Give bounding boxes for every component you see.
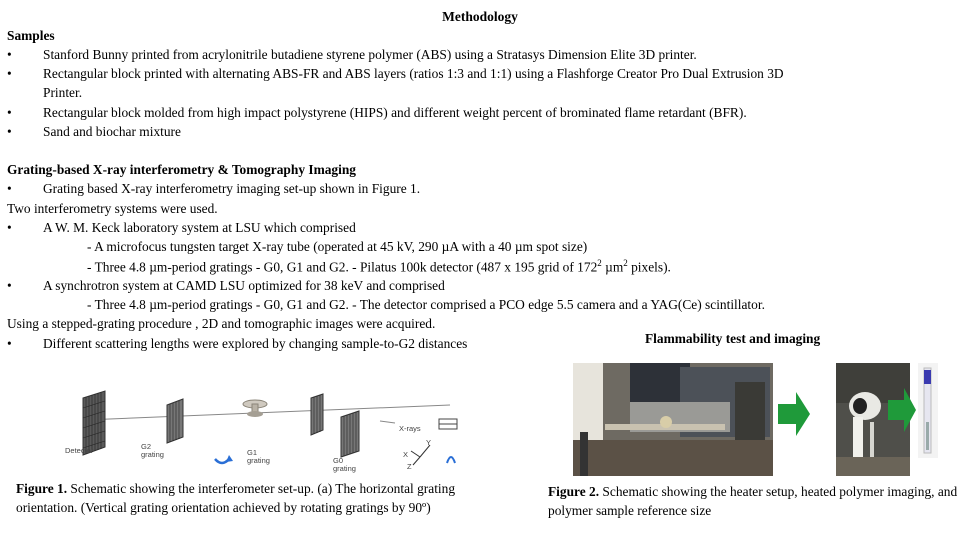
grating-line-2: Two interferometry systems were used. — [7, 201, 218, 216]
sample-stage — [243, 400, 267, 417]
grating-text: A W. M. Keck laboratory system at LSU which comprised — [43, 220, 356, 235]
g0-grating — [341, 411, 359, 457]
label-g0-sub: grating — [333, 464, 356, 473]
tilt-arrow — [447, 457, 455, 463]
bullet: • — [7, 66, 12, 81]
grating-line-8: Using a stepped-grating procedure , 2D and tomographic images were acquired. — [7, 316, 436, 331]
flammability-heading: Flammability test and imaging — [645, 331, 821, 346]
grating-text: pixels). — [627, 259, 671, 275]
grating-text: µm — [601, 259, 624, 275]
grating-text: - Three 4.8 µm-period gratings - G0, G1 and G2. - Pilatus 100k detector (487 x 195 grid of 172 — [87, 259, 598, 275]
bullet: • — [7, 105, 12, 120]
bullet: • — [7, 278, 12, 293]
samples-heading: Samples — [7, 28, 55, 43]
page-title: Methodology — [442, 9, 518, 24]
interferometer-schematic — [55, 375, 475, 475]
bullet: • — [7, 220, 12, 235]
g1-grating — [311, 394, 323, 435]
grating-heading: Grating-based X-ray interferometry & Tomography Imaging — [7, 162, 356, 177]
label-g0: G0 — [333, 456, 344, 465]
figure1-caption-label: Figure 1. — [16, 481, 68, 496]
bullet: • — [7, 181, 12, 196]
figure2-caption-text: Schematic showing the heater setup, heated polymer imaging, and polymer sample reference size — [548, 484, 958, 518]
samples-item-text: Stanford Bunny printed from acrylonitrile butadiene styrene polymer (ABS) using a Stratasys Dimension Elite 3D printer. — [43, 47, 697, 62]
figure1-caption — [16, 479, 516, 517]
grating-text: A synchrotron system at CAMD LSU optimized for 38 keV and comprised — [43, 278, 445, 293]
label-y: Y — [426, 438, 432, 447]
flammability-figure — [570, 362, 950, 477]
right-arrow-icon — [778, 392, 810, 436]
label-g1-sub: grating — [247, 456, 270, 465]
samples-item-text: Rectangular block molded from high impact polystyrene (HIPS) and different weight percent of brominated flame retardant (BFR). — [43, 105, 747, 120]
axes-icon — [411, 445, 430, 465]
figure2-caption — [548, 482, 960, 520]
grating-line-4: - A microfocus tungsten target X-ray tube (operated at 45 kV, 290 µA with a 40 µm spot size) — [87, 239, 588, 254]
label-z: Z — [407, 462, 412, 471]
label-g2: G2 — [141, 442, 152, 451]
label-xrays: X-rays — [399, 424, 421, 433]
grating-line-7: - Three 4.8 µm-period gratings - G0, G1 and G2. - The detector comprised a PCO edge 5.5 camera and a YAG(Ce) scintillator. — [87, 297, 765, 312]
samples-item-text: Rectangular block printed with alternating ABS-FR and ABS layers (ratios 1:3 and 1:1) using a Flashforge Creator Pro Dual Extrusion 3D — [43, 66, 784, 81]
beam-line — [85, 405, 450, 420]
label-detector: Detector — [65, 446, 94, 455]
samples-item-text: Sand and biochar mixture — [43, 124, 181, 139]
label-g1: G1 — [247, 448, 258, 457]
samples-item-2-cont: Printer. — [43, 85, 83, 100]
grating-text: Grating based X-ray interferometry imaging set-up shown in Figure 1. — [43, 181, 421, 196]
bullet: • — [7, 336, 12, 351]
bullet: • — [7, 124, 12, 139]
heater-setup-photo — [573, 363, 773, 476]
figure2-caption-label: Figure 2. — [548, 484, 600, 499]
label-g2-sub: grating — [141, 450, 164, 459]
superscript: 2 — [623, 258, 628, 268]
superscript: 2 — [597, 258, 602, 268]
label-x: X — [403, 450, 409, 459]
figure1-caption-text: Schematic showing the interferometer set-up. (a) The horizontal grating orientation. (Vertical grating orientation achieved by rotating gratings by 90º) — [16, 481, 456, 515]
bullet: • — [7, 47, 12, 62]
grating-text: Different scattering lengths were explored by changing sample-to-G2 distances — [43, 336, 468, 351]
g2-grating — [167, 399, 183, 443]
pen-reference-photo — [918, 363, 938, 458]
grating-line-5 — [87, 258, 671, 275]
